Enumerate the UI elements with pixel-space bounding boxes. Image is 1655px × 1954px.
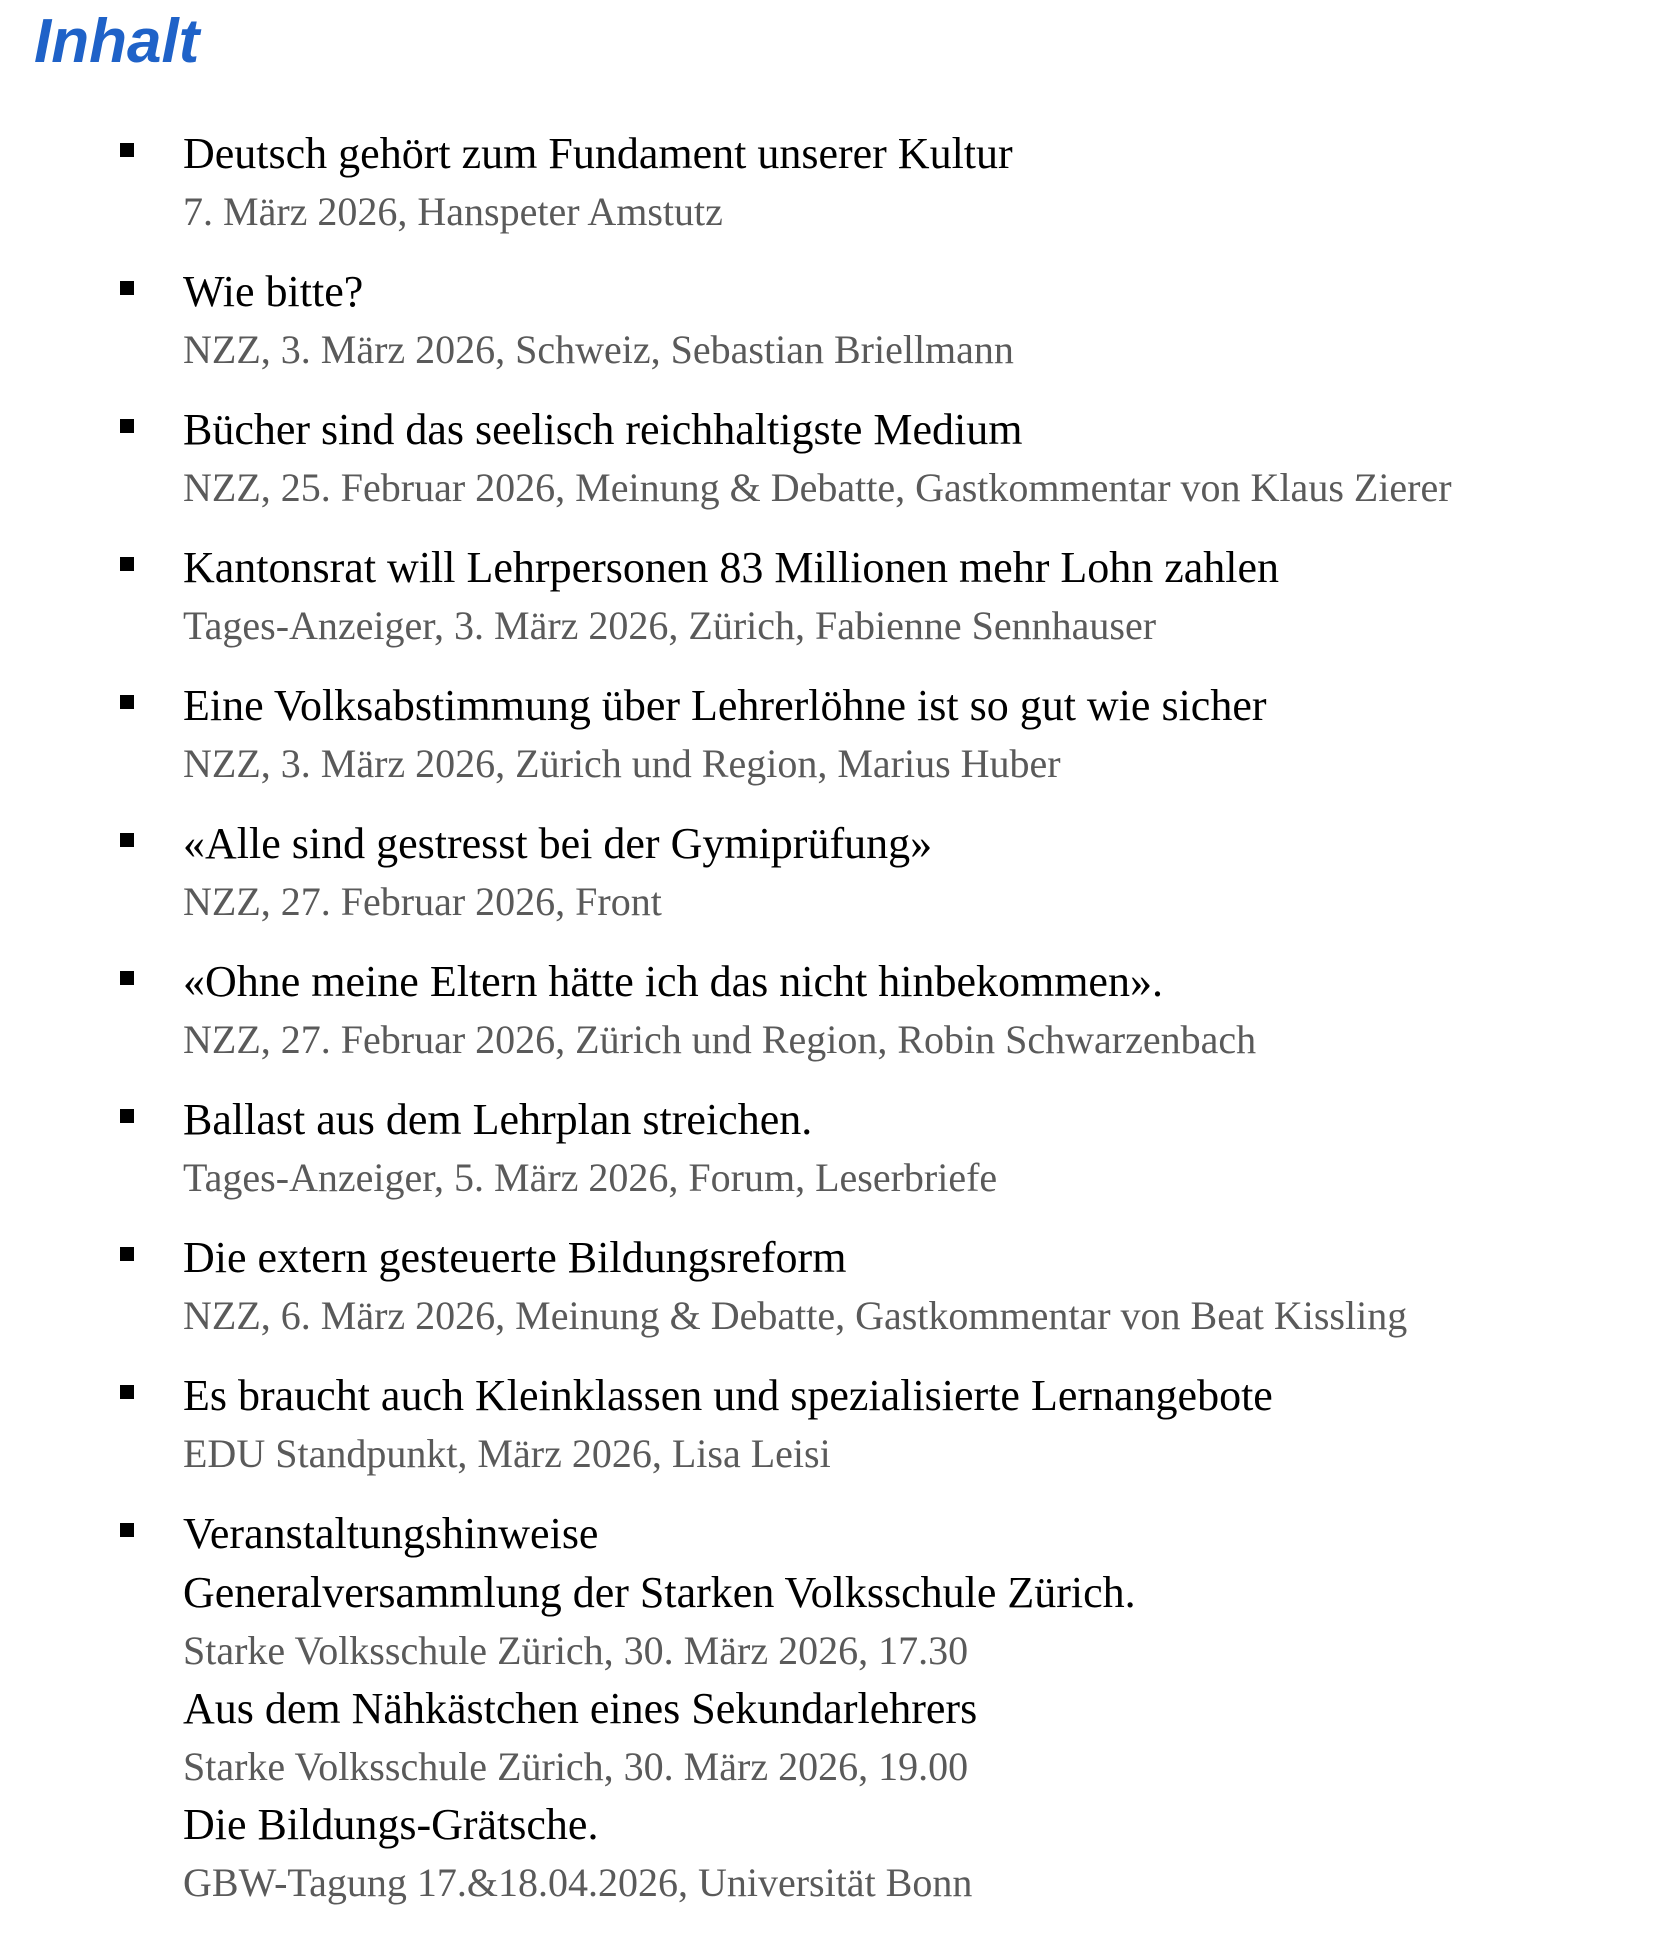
square-bullet-icon (120, 833, 134, 847)
toc-item[interactable] (0, 952, 1655, 1068)
toc-item[interactable] (0, 814, 1655, 930)
event-meta: GBW-Tagung 17.&18.04.2026, Universität Bonn (183, 1860, 973, 1905)
article-title-link[interactable]: Bücher sind das seelisch reichhaltigste Medium (183, 405, 1023, 454)
article-title-link[interactable]: Eine Volksabstimmung über Lehrerlöhne ist so gut wie sicher (183, 681, 1267, 730)
square-bullet-icon (120, 419, 134, 433)
toc-item-events[interactable] (0, 1504, 1655, 1911)
square-bullet-icon (120, 1523, 134, 1537)
article-meta: Tages-Anzeiger, 5. März 2026, Forum, Leserbriefe (183, 1155, 998, 1200)
article-title-link[interactable]: Es braucht auch Kleinklassen und spezialisierte Lernangebote (183, 1371, 1273, 1420)
article-meta: NZZ, 27. Februar 2026, Zürich und Region, Robin Schwarzenbach (183, 1017, 1257, 1062)
toc-item[interactable] (0, 400, 1655, 516)
article-title-link[interactable]: «Ohne meine Eltern hätte ich das nicht hinbekommen». (183, 957, 1163, 1006)
event-entry (183, 1679, 1655, 1795)
article-title-link[interactable]: «Alle sind gestresst bei der Gymiprüfung» (183, 819, 933, 868)
square-bullet-icon (120, 1109, 134, 1123)
article-title-link[interactable]: Kantonsrat will Lehrpersonen 83 Millionen mehr Lohn zahlen (183, 543, 1280, 592)
article-title-link[interactable]: Die extern gesteuerte Bildungsreform (183, 1233, 847, 1282)
article-meta: NZZ, 3. März 2026, Schweiz, Sebastian Briellmann (183, 327, 1014, 372)
article-meta: EDU Standpunkt, März 2026, Lisa Leisi (183, 1431, 831, 1476)
article-title-link[interactable]: Deutsch gehört zum Fundament unserer Kultur (183, 129, 1013, 178)
event-meta: Starke Volksschule Zürich, 30. März 2026, 19.00 (183, 1744, 969, 1789)
event-title-link[interactable]: Aus dem Nähkästchen eines Sekundarlehrers (183, 1684, 978, 1733)
events-title-link[interactable]: Veranstaltungshinweise (183, 1509, 599, 1558)
page-title: Inhalt (34, 7, 200, 76)
article-meta: NZZ, 3. März 2026, Zürich und Region, Marius Huber (183, 741, 1061, 786)
square-bullet-icon (120, 557, 134, 571)
toc-item[interactable] (0, 1366, 1655, 1482)
article-meta: 7. März 2026, Hanspeter Amstutz (183, 189, 723, 234)
toc-item[interactable] (0, 1228, 1655, 1344)
toc-item[interactable] (0, 676, 1655, 792)
toc-item[interactable] (0, 538, 1655, 654)
article-meta: NZZ, 6. März 2026, Meinung & Debatte, Gastkommentar von Beat Kissling (183, 1293, 1408, 1338)
square-bullet-icon (120, 1385, 134, 1399)
square-bullet-icon (120, 1247, 134, 1261)
toc-item[interactable] (0, 1090, 1655, 1206)
square-bullet-icon (120, 281, 134, 295)
article-meta: NZZ, 27. Februar 2026, Front (183, 879, 662, 924)
article-title-link[interactable]: Wie bitte? (183, 267, 364, 316)
article-meta: Tages-Anzeiger, 3. März 2026, Zürich, Fabienne Sennhauser (183, 603, 1157, 648)
square-bullet-icon (120, 695, 134, 709)
event-entry (183, 1795, 1655, 1911)
square-bullet-icon (120, 971, 134, 985)
table-of-contents (0, 124, 1655, 1933)
event-title-link[interactable]: Die Bildungs-Grätsche. (183, 1800, 599, 1849)
square-bullet-icon (120, 143, 134, 157)
toc-item[interactable] (0, 124, 1655, 240)
event-title-link[interactable]: Generalversammlung der Starken Volksschule Zürich. (183, 1568, 1136, 1617)
article-meta: NZZ, 25. Februar 2026, Meinung & Debatte, Gastkommentar von Klaus Zierer (183, 465, 1452, 510)
event-entry (183, 1563, 1655, 1679)
article-title-link[interactable]: Ballast aus dem Lehrplan streichen. (183, 1095, 813, 1144)
toc-item[interactable] (0, 262, 1655, 378)
event-meta: Starke Volksschule Zürich, 30. März 2026, 17.30 (183, 1628, 969, 1673)
